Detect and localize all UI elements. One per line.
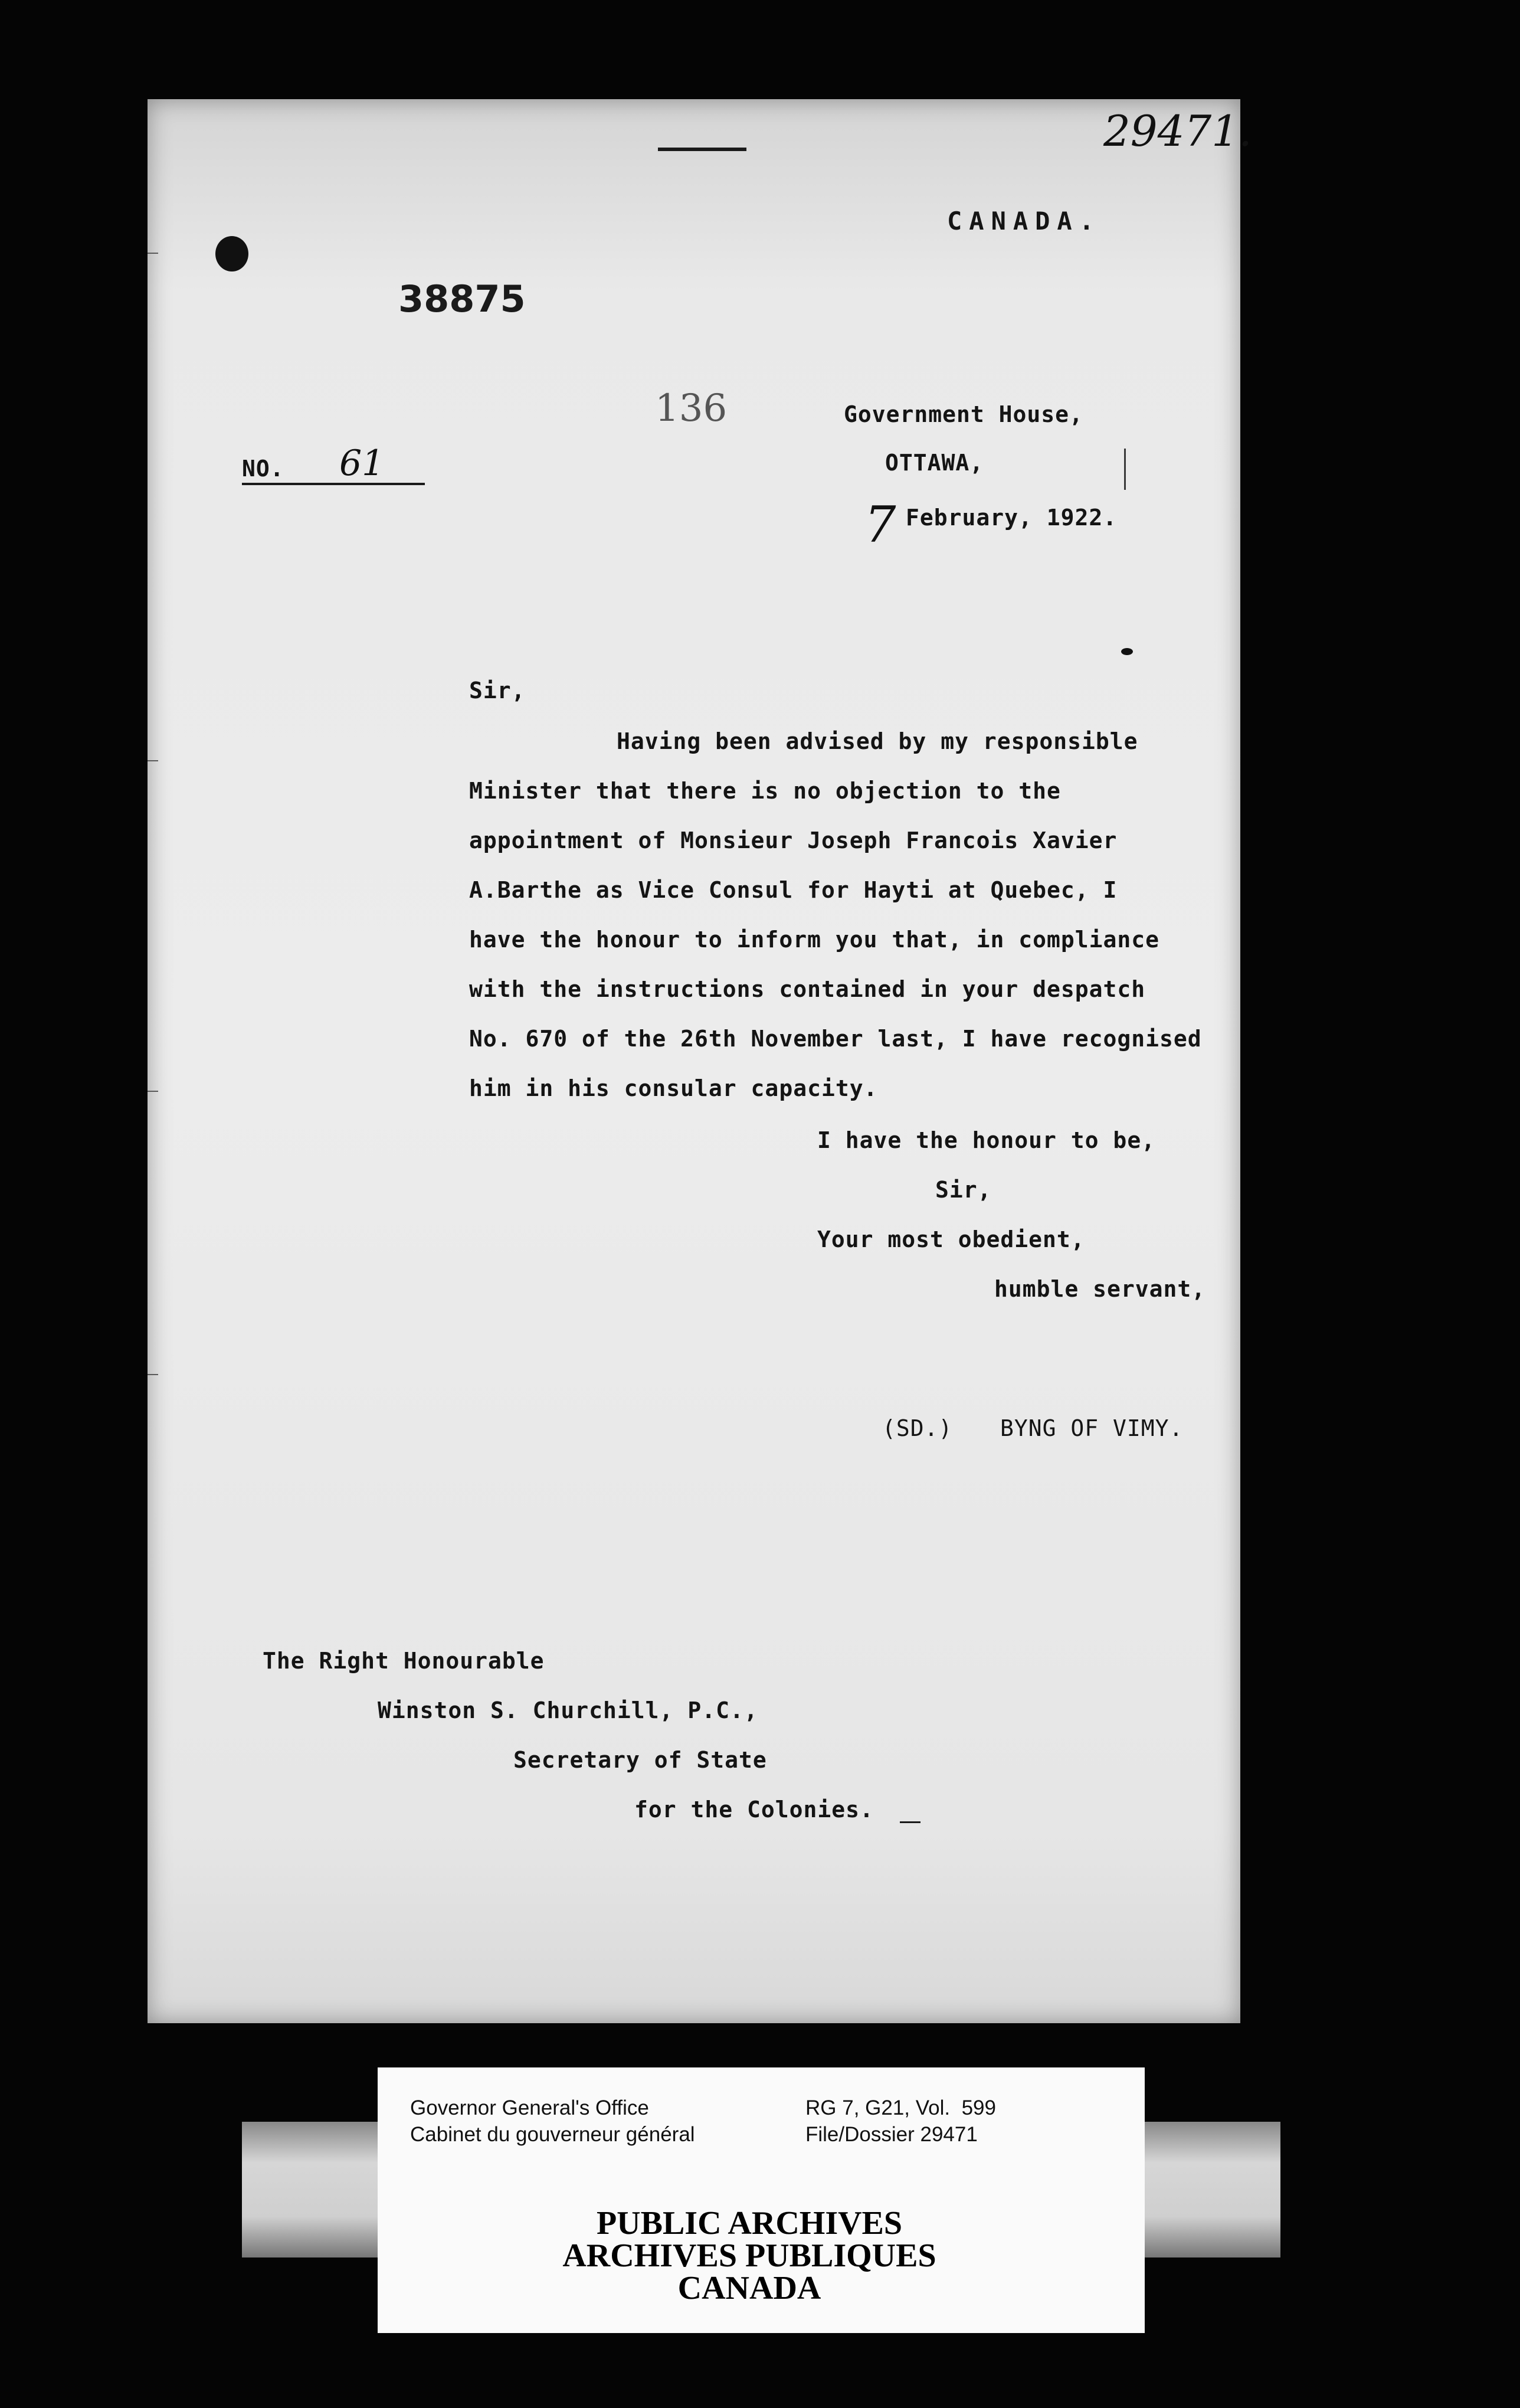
closing-line-1: I have the honour to be, xyxy=(817,1127,1156,1153)
address-date: February, 1922. xyxy=(906,505,1118,531)
closing-line-4: humble servant, xyxy=(994,1276,1206,1302)
punch-hole-blot xyxy=(215,236,248,271)
paper-edge-mark xyxy=(148,760,158,761)
archive-office-en: Governor General's Office xyxy=(410,2096,649,2119)
body-line: A.Barthe as Vice Consul for Hayti at Quebec, I xyxy=(469,877,1118,903)
addressee-line-1: The Right Honourable xyxy=(263,1648,545,1674)
address-line-2: OTTAWA, xyxy=(885,450,984,476)
body-line: him in his consular capacity. xyxy=(469,1075,878,1101)
body-line: have the honour to inform you that, in compliance xyxy=(469,927,1160,953)
body-line: appointment of Monsieur Joseph Francois Xavier xyxy=(469,827,1118,853)
handwritten-archive-number: 29471. xyxy=(1103,106,1252,156)
paper-edge-mark xyxy=(148,253,158,254)
body-line: with the instructions contained in your despatch xyxy=(469,976,1146,1002)
top-dash-mark xyxy=(658,148,746,151)
body-line: No. 670 of the 26th November last, I have recognised xyxy=(469,1026,1202,1052)
body-line: Having been advised by my responsible xyxy=(617,728,1138,754)
archive-country: CANADA xyxy=(677,2270,821,2306)
address-line-1: Government House, xyxy=(844,401,1083,427)
handwritten-letter-number: 61 xyxy=(339,443,385,484)
addressee-line-2: Winston S. Churchill, P.C., xyxy=(378,1697,758,1723)
archive-office-fr: Cabinet du gouverneur général xyxy=(410,2123,695,2146)
paper-edge-mark xyxy=(148,1091,158,1092)
label-strip-right xyxy=(1139,2122,1280,2258)
ink-mark xyxy=(1121,648,1133,655)
addressee-line-3: Secretary of State xyxy=(513,1747,767,1773)
closing-line-2: Sir, xyxy=(935,1177,992,1203)
paper-edge-mark xyxy=(148,1374,158,1375)
label-strip-left xyxy=(242,2122,384,2258)
addressee-line-4: for the Colonies. xyxy=(634,1797,874,1823)
file-number-stamp: 38875 xyxy=(398,277,526,320)
body-line: Minister that there is no objection to the xyxy=(469,778,1061,804)
closing-line-3: Your most obedient, xyxy=(817,1226,1085,1252)
archive-reference: RG 7, G21, Vol. 599 xyxy=(805,2096,996,2119)
handwritten-date-day: 7 xyxy=(864,496,896,554)
salutation: Sir, xyxy=(469,678,526,704)
archive-name-en: PUBLIC ARCHIVES xyxy=(596,2205,903,2242)
folio-number: 136 xyxy=(655,387,728,430)
country-heading: CANADA. xyxy=(947,207,1102,235)
letter-number-underline xyxy=(242,483,425,485)
letter-number-label: NO. xyxy=(242,456,284,482)
signature-name: BYNG OF VIMY. xyxy=(1000,1415,1184,1441)
archive-name-fr: ARCHIVES PUBLIQUES xyxy=(562,2237,936,2274)
archive-file-number: File/Dossier 29471 xyxy=(805,2123,978,2146)
trailing-dash xyxy=(900,1821,920,1823)
signature-sd: (SD.) xyxy=(882,1415,953,1441)
margin-tick xyxy=(1124,449,1126,490)
